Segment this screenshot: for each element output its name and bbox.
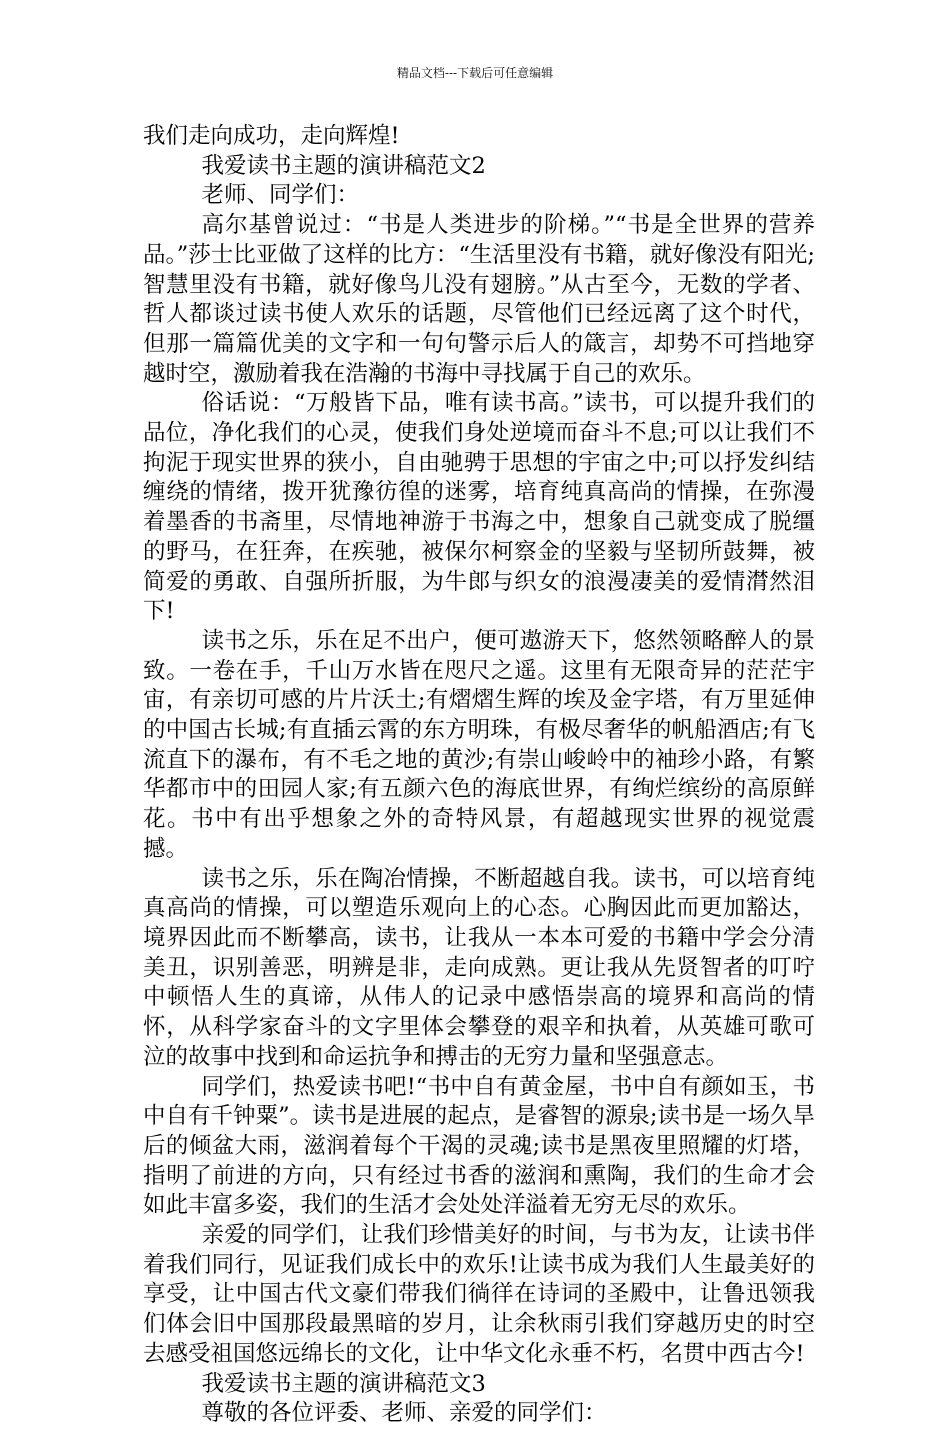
paragraph: 读书之乐，乐在足不出户，便可遨游天下，悠然领略醉人的景致。一卷在手，千山万水皆在咫尺之遥。这里有无限奇异的茫茫宇宙，有亲切可感的片片沃土;有熠熠生辉的埃及金字塔，有万里延伸的中国古长城;有直插云霄的东方明珠，有极尽奢华的帆船酒店;有飞流直下的瀑布，有不毛之地的黄沙;有崇山峻岭中的袖珍小路，有繁华都市中的田园人家;有五颜六色的海底世界，有绚烂缤纷的高原鲜花。书中有出乎想象之外的奇特风景，有超越现实世界的视觉震撼。 [143,627,815,862]
paragraph: 读书之乐，乐在陶冶情操，不断超越自我。读书，可以培育纯真高尚的情操，可以塑造乐观向上的心态。心胸因此而更加豁达，境界因此而不断攀高，读书，让我从一本本可爱的书籍中学会分清美丑，识别善恶，明辨是非，走向成熟。更让我从先贤智者的叮咛中顿悟人生的真谛，从伟人的记录中感悟崇高的境界和高尚的情怀，从科学家奋斗的文字里体会攀登的艰辛和执着，从英雄可歌可泣的故事中找到和命运抗争和搏击的无穷力量和坚强意志。 [143,865,815,1070]
section-title: 我爱读书主题的演讲稿范文3 [201,1370,486,1397]
salutation: 尊敬的各位评委、老师、亲爱的同学们： [201,1400,607,1427]
paragraph: 俗话说：“万般皆下品，唯有读书高。”读书，可以提升我们的品位，净化我们的心灵，使我们身处逆境而奋斗不息;可以让我们不拘泥于现实世界的狭小，自由驰骋于思想的宇宙之中;可以抒发纠结缠绕的情绪，拨开犹豫彷徨的迷雾，培育纯真高尚的情操，在弥漫着墨香的书斋里，尽情地神游于书海之中，想象自己就变成了脱缰的野马，在狂奔，在疾驰，被保尔柯察金的坚毅与坚韧所鼓舞，被简爱的勇敢、自强所折服，为牛郎与织女的浪漫凄美的爱情潸然泪下! [143,390,815,625]
document-body [143,122,815,1429]
paragraph-closing-line: 我们走向成功，走向辉煌! [143,123,400,149]
paragraph: 亲爱的同学们，让我们珍惜美好的时间，与书为友，让读书伴着我们同行，见证我们成长中的欢乐!让读书成为我们人生最美好的享受，让中国古代文豪们带我们徜徉在诗词的圣殿中，让鲁迅领我们体会旧中国那段最黑暗的岁月，让余秋雨引我们穿越历史的时空去感受祖国悠远绵长的文化，让中华文化永垂不朽，名贯中西古今! [143,1222,815,1367]
salutation: 老师、同学们： [201,182,360,209]
paragraph: 高尔基曾说过：“书是人类进步的阶梯。”“书是全世界的营养品。”莎士比亚做了这样的比方：“生活里没有书籍，就好像没有阳光;智慧里没有书籍，就好像鸟儿没有翅膀。”从古至今，无数的学者、哲人都谈过读书使人欢乐的话题，尽管他们已经远离了这个时代，但那一篇篇优美的文字和一句句警示后人的箴言，却势不可挡地穿越时空，激励着我在浩瀚的书海中寻找属于自己的欢乐。 [143,212,815,387]
paragraph: 同学们，热爱读书吧!“书中自有黄金屋，书中自有颜如玉，书中自有千钟粟”。读书是进展的起点，是睿智的源泉;读书是一场久旱后的倾盆大雨，滋润着每个干渴的灵魂;读书是黑夜里照耀的灯塔，指明了前进的方向，只有经过书香的滋润和熏陶，我们的生命才会如此丰富多姿，我们的生活才会处处洋溢着无穷无尽的欢乐。 [143,1073,815,1219]
section-title: 我爱读书主题的演讲稿范文2 [201,152,486,179]
page-header: 精品文档---下载后可任意编辑 [396,66,554,80]
